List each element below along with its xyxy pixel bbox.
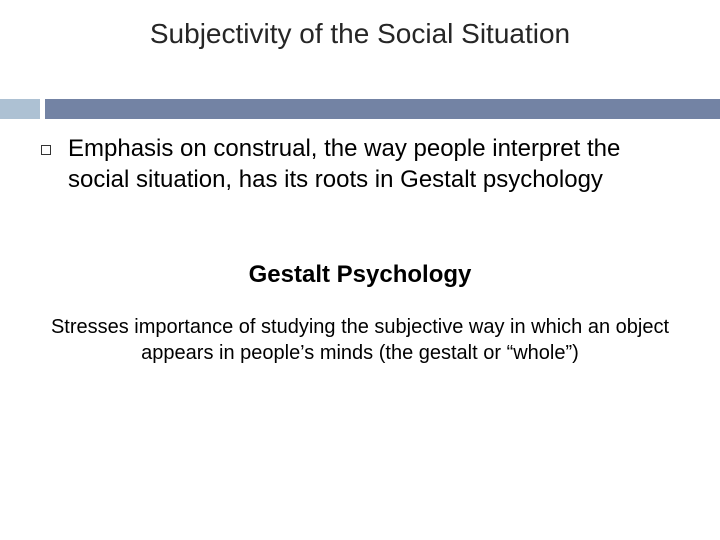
subheading: Gestalt Psychology	[248, 261, 472, 288]
header-accent-bar-right	[45, 99, 720, 119]
slide-title: Subjectivity of the Social Situation	[149, 18, 571, 49]
header-accent-bar-left	[0, 99, 40, 119]
square-bullet-icon	[41, 145, 51, 155]
bullet-text: Emphasis on construal, the way people interpret the social situation, has its roots in Gestalt psychology	[68, 135, 621, 193]
body-paragraph: Stresses importance of studying the subjective way in which an object appears in people’s minds (the gestalt or “whole”)	[50, 316, 670, 364]
